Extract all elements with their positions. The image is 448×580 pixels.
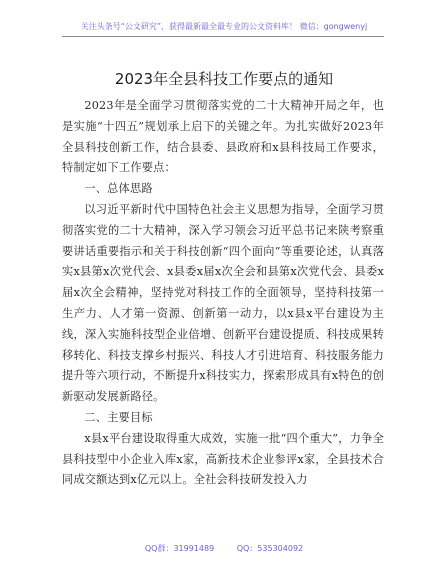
- header-note: 关注头条号“公文研究”，获得最新最全最专业的公文资料库！ 微信：gongwenyj: [80, 22, 368, 31]
- intro-paragraph: 2023年是全面学习贯彻落实党的二十大精神开局之年，也是实施“十四五”规划承上启下的关键之年。为扎实做好2023年全县科技创新工作，结合县委、县政府和x县科技局工作要求，特制定如下工作要点：: [62, 99, 384, 175]
- document-body: [62, 96, 384, 491]
- document-title: 2023年全县科技工作要点的通知: [114, 70, 334, 89]
- header-divider: [62, 36, 384, 37]
- footer-qq-group: QQ群：31991489: [144, 544, 215, 553]
- section-heading-overall: 一、总体思路: [84, 182, 153, 196]
- section-heading-goals: 二、主要目标: [84, 410, 153, 424]
- footer-qq: QQ：535304092: [236, 544, 304, 553]
- section-paragraph-goals: x县x平台建设取得重大成效，实施一批“四个重大”，力争全县科技型中小企业入库x家，高新技术企业参评x家，全县技术合同成交额达到x亿元以上。全社会科技研发投入力: [62, 431, 384, 487]
- footer-contact: [0, 543, 448, 554]
- section-paragraph-overall: 以习近平新时代中国特色社会主义思想为指导，全面学习贯彻落实党的二十大精神，深入学习领会习近平总书记来陕考察重要讲话重要指示和关于科技创新“四个面向”等重要论述，认真落实x县第x次党代会、x县委x届x次全会和县第x次党代会、县委x届x次全会精神，坚持党对科技工作的全面领导，坚持科技第一生产力、人才第一资源、创新第一动力，以x县x平台建设为主线，深入实施科技型企业倍增、创新平台建设提质、科技成果转移转化、科技支撑乡村振兴、科技人才引进培育、科技服务能力提升等六项行动，不断提升x科技实力，探索形成具有x特色的创新驱动发展新路径。: [62, 202, 384, 404]
